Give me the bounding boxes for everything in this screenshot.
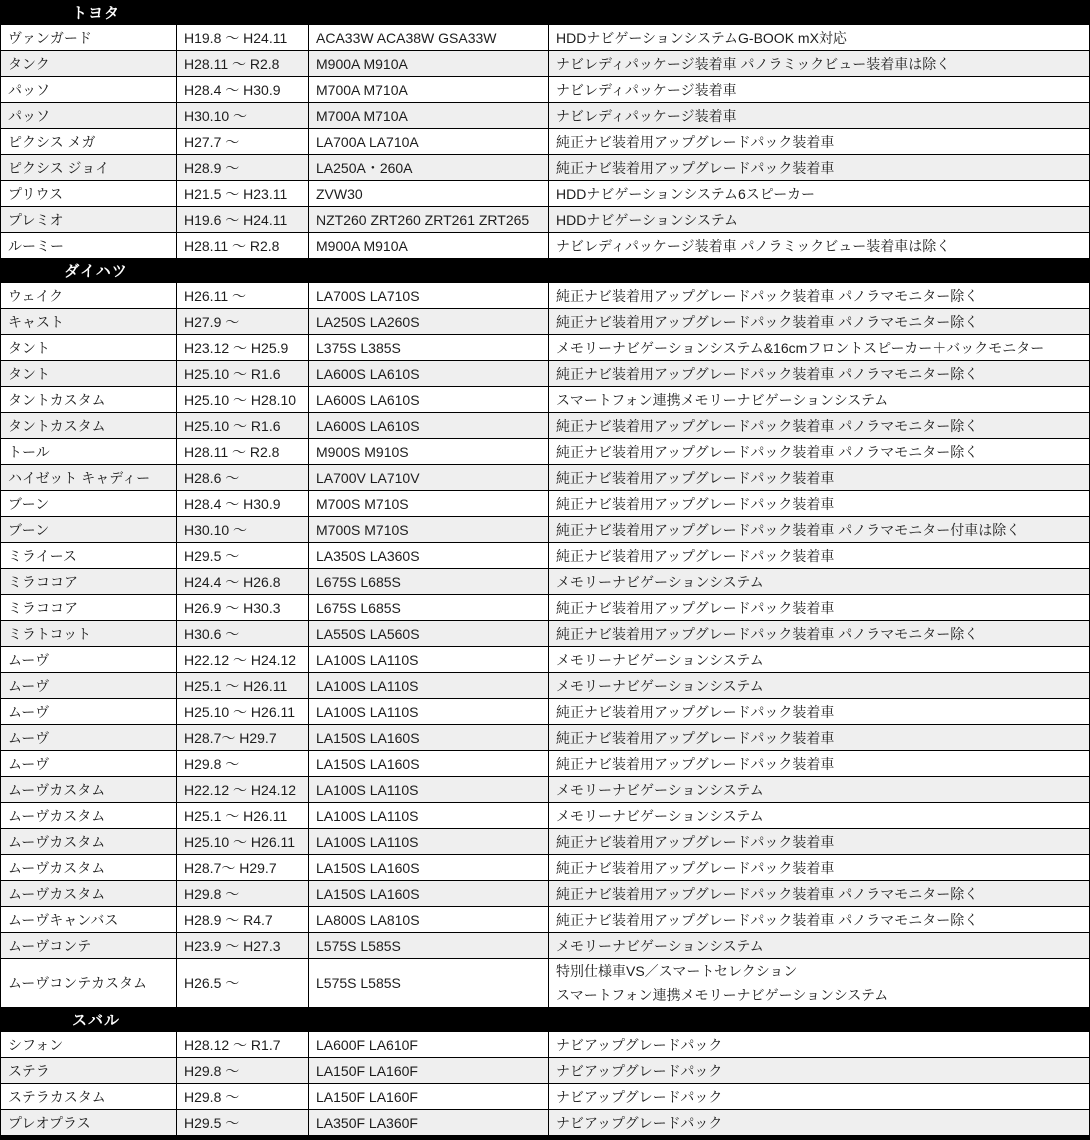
vehicle-row [1,283,1090,309]
period-cell: H28.11 ～ R2.8 [177,51,309,77]
model-cell: タントカスタム [1,387,177,413]
system-cell: メモリーナビゲーションシステム&16cmフロントスピーカー＋バックモニター [549,335,1090,361]
system-cell: HDDナビゲーションシステム6スピーカー [549,181,1090,207]
codes-cell: LA150F LA160F [309,1058,549,1084]
vehicle-row [1,77,1090,103]
model-cell: ムーヴ [1,751,177,777]
system-cell: 純正ナビ装着用アップグレードパック装着車 パノラマモニター除く [549,413,1090,439]
system-cell: 純正ナビ装着用アップグレードパック装着車 パノラマモニター付車は除く [549,517,1090,543]
system-cell: 純正ナビ装着用アップグレードパック装着車 パノラマモニター除く [549,907,1090,933]
codes-cell: LA700A LA710A [309,129,549,155]
system-cell: ナビアップグレードパック [549,1110,1090,1138]
system-cell: 純正ナビ装着用アップグレードパック装着車 [549,855,1090,881]
vehicle-row [1,569,1090,595]
system-cell: 純正ナビ装着用アップグレードパック装着車 パノラマモニター除く [549,881,1090,907]
period-cell: H25.10 ～ H26.11 [177,699,309,725]
period-cell: H29.8 ～ [177,881,309,907]
codes-cell: LA100S LA110S [309,829,549,855]
model-cell: ムーヴ [1,699,177,725]
codes-cell: NZT260 ZRT260 ZRT261 ZRT265 [309,207,549,233]
system-cell [549,959,1090,1008]
model-cell: ウェイク [1,283,177,309]
period-cell: H28.7～ H29.7 [177,725,309,751]
vehicle-row [1,155,1090,181]
model-cell: ハイゼット キャディー [1,465,177,491]
period-cell: H30.10 ～ [177,103,309,129]
system-cell: 純正ナビ装着用アップグレードパック装着車 [549,751,1090,777]
vehicle-row [1,207,1090,233]
codes-cell: M700S M710S [309,517,549,543]
model-cell: ヴァンガード [1,25,177,51]
vehicle-row [1,491,1090,517]
system-cell: 純正ナビ装着用アップグレードパック装着車 [549,595,1090,621]
vehicle-row [1,1110,1090,1138]
table-body [1,1,1090,1138]
codes-cell: M700A M710A [309,103,549,129]
model-cell: ステラ [1,1058,177,1084]
model-cell: ミラココア [1,595,177,621]
model-cell: パッソ [1,77,177,103]
model-cell: ムーヴコンテ [1,933,177,959]
vehicle-row [1,647,1090,673]
maker-header-cell [1,259,1090,283]
model-cell: プレオプラス [1,1110,177,1138]
vehicle-row [1,543,1090,569]
period-cell: H25.10 ～ H28.10 [177,387,309,413]
system-line: 特別仕様車VS／スマートセレクション [556,963,798,979]
codes-cell: LA150S LA160S [309,881,549,907]
codes-cell: LA100S LA110S [309,673,549,699]
codes-cell: LA600F LA610F [309,1032,549,1058]
codes-cell: LA700S LA710S [309,283,549,309]
period-cell: H28.11 ～ R2.8 [177,233,309,259]
system-cell: 純正ナビ装着用アップグレードパック装着車 パノラマモニター除く [549,361,1090,387]
vehicle-row [1,829,1090,855]
period-cell: H30.10 ～ [177,517,309,543]
codes-cell: LA150S LA160S [309,751,549,777]
period-cell: H26.11 ～ [177,283,309,309]
period-cell: H30.6 ～ [177,621,309,647]
codes-cell: LA250S LA260S [309,309,549,335]
model-cell: プリウス [1,181,177,207]
maker-header-row [1,1008,1090,1032]
codes-cell: LA150S LA160S [309,855,549,881]
vehicle-row [1,751,1090,777]
period-cell: H22.12 ～ H24.12 [177,647,309,673]
codes-cell: M900A M910A [309,233,549,259]
maker-name: スバル [71,1012,120,1029]
period-cell: H19.6 ～ H24.11 [177,207,309,233]
codes-cell: L675S L685S [309,569,549,595]
codes-cell: L575S L585S [309,959,549,1008]
system-cell: 純正ナビ装着用アップグレードパック装着車 パノラマモニター除く [549,439,1090,465]
period-cell: H28.11 ～ R2.8 [177,439,309,465]
codes-cell: ACA33W ACA38W GSA33W [309,25,549,51]
codes-cell: LA150S LA160S [309,725,549,751]
codes-cell: LA100S LA110S [309,777,549,803]
system-cell: 純正ナビ装着用アップグレードパック装着車 パノラマモニター除く [549,621,1090,647]
period-cell: H19.8 ～ H24.11 [177,25,309,51]
system-cell: 純正ナビ装着用アップグレードパック装着車 [549,829,1090,855]
period-cell: H25.1 ～ H26.11 [177,673,309,699]
system-cell: 純正ナビ装着用アップグレードパック装着車 パノラマモニター除く [549,309,1090,335]
period-cell: H26.9 ～ H30.3 [177,595,309,621]
system-cell: メモリーナビゲーションシステム [549,647,1090,673]
vehicle-row [1,595,1090,621]
vehicle-row [1,103,1090,129]
codes-cell: M700S M710S [309,491,549,517]
codes-cell: M700A M710A [309,77,549,103]
period-cell: H28.9 ～ R4.7 [177,907,309,933]
system-cell: メモリーナビゲーションシステム [549,673,1090,699]
system-cell: メモリーナビゲーションシステム [549,569,1090,595]
vehicle-row [1,465,1090,491]
system-cell: スマートフォン連携メモリーナビゲーションシステム [549,387,1090,413]
vehicle-row [1,1058,1090,1084]
maker-header-row [1,1,1090,25]
model-cell: ムーヴカスタム [1,829,177,855]
vehicle-row [1,907,1090,933]
vehicle-row [1,25,1090,51]
model-cell: ピクシス メガ [1,129,177,155]
model-cell: ミラトコット [1,621,177,647]
codes-cell: LA100S LA110S [309,803,549,829]
system-cell: 純正ナビ装着用アップグレードパック装着車 [549,465,1090,491]
maker-header-cell [1,1,1090,25]
vehicle-row [1,881,1090,907]
model-cell: ブーン [1,491,177,517]
vehicle-row [1,51,1090,77]
codes-cell: LA100S LA110S [309,647,549,673]
model-cell: ムーヴカスタム [1,777,177,803]
model-cell: ムーヴカスタム [1,803,177,829]
system-cell: メモリーナビゲーションシステム [549,933,1090,959]
maker-name: トヨタ [71,5,120,22]
period-cell: H27.7 ～ [177,129,309,155]
period-cell: H25.10 ～ R1.6 [177,413,309,439]
vehicle-row [1,699,1090,725]
codes-cell: L575S L585S [309,933,549,959]
system-cell: ナビレディパッケージ装着車 パノラミックビュー装着車は除く [549,51,1090,77]
vehicle-row [1,933,1090,959]
period-cell: H28.7～ H29.7 [177,855,309,881]
system-cell: HDDナビゲーションシステム [549,207,1090,233]
period-cell: H26.5 ～ [177,959,309,1008]
maker-header-row [1,259,1090,283]
vehicle-row [1,335,1090,361]
model-cell: ステラカスタム [1,1084,177,1110]
model-cell: シフォン [1,1032,177,1058]
codes-cell: LA350S LA360S [309,543,549,569]
codes-cell: LA800S LA810S [309,907,549,933]
model-cell: ムーヴカスタム [1,855,177,881]
codes-cell: LA600S LA610S [309,387,549,413]
codes-cell: LA150F LA160F [309,1084,549,1110]
period-cell: H28.12 ～ R1.7 [177,1032,309,1058]
period-cell: H25.1 ～ H26.11 [177,803,309,829]
model-cell: ムーヴ [1,673,177,699]
system-cell: メモリーナビゲーションシステム [549,777,1090,803]
maker-name: ダイハツ [64,263,128,280]
codes-cell: LA600S LA610S [309,413,549,439]
system-cell: メモリーナビゲーションシステム [549,803,1090,829]
model-cell: ピクシス ジョイ [1,155,177,181]
model-cell: ムーヴ [1,647,177,673]
codes-cell: LA550S LA560S [309,621,549,647]
system-cell: ナビレディパッケージ装着車 パノラミックビュー装着車は除く [549,233,1090,259]
model-cell: タント [1,361,177,387]
vehicle-row [1,413,1090,439]
system-cell: ナビアップグレードパック [549,1058,1090,1084]
vehicle-row [1,725,1090,751]
period-cell: H29.5 ～ [177,1110,309,1138]
model-cell: タント [1,335,177,361]
model-cell: ムーヴ [1,725,177,751]
codes-cell: ZVW30 [309,181,549,207]
system-cell: 純正ナビ装着用アップグレードパック装着車 パノラマモニター除く [549,283,1090,309]
system-cell: 純正ナビ装着用アップグレードパック装着車 [549,699,1090,725]
system-cell: 純正ナビ装着用アップグレードパック装着車 [549,491,1090,517]
vehicle-row [1,1032,1090,1058]
vehicle-row [1,517,1090,543]
codes-cell: LA700V LA710V [309,465,549,491]
system-cell: ナビレディパッケージ装着車 [549,77,1090,103]
vehicle-row [1,439,1090,465]
period-cell: H23.12 ～ H25.9 [177,335,309,361]
model-cell: ムーヴコンテカスタム [1,959,177,1008]
period-cell: H29.8 ～ [177,1058,309,1084]
period-cell: H24.4 ～ H26.8 [177,569,309,595]
codes-cell: LA350F LA360F [309,1110,549,1138]
model-cell: パッソ [1,103,177,129]
vehicle-row [1,855,1090,881]
period-cell: H29.8 ～ [177,1084,309,1110]
period-cell: H28.4 ～ H30.9 [177,77,309,103]
vehicle-row [1,803,1090,829]
model-cell: タンク [1,51,177,77]
system-cell: ナビアップグレードパック [549,1032,1090,1058]
model-cell: ミラココア [1,569,177,595]
system-cell: HDDナビゲーションシステムG-BOOK mX対応 [549,25,1090,51]
system-cell: ナビレディパッケージ装着車 [549,103,1090,129]
period-cell: H22.12 ～ H24.12 [177,777,309,803]
codes-cell: LA100S LA110S [309,699,549,725]
vehicle-row [1,181,1090,207]
vehicle-row [1,959,1090,1008]
vehicle-row [1,233,1090,259]
period-cell: H25.10 ～ R1.6 [177,361,309,387]
period-cell: H27.9 ～ [177,309,309,335]
system-cell: 純正ナビ装着用アップグレードパック装着車 [549,129,1090,155]
model-cell: キャスト [1,309,177,335]
codes-cell: LA600S LA610S [309,361,549,387]
vehicle-row [1,621,1090,647]
period-cell: H21.5 ～ H23.11 [177,181,309,207]
codes-cell: L375S L385S [309,335,549,361]
vehicle-row [1,777,1090,803]
system-cell: 純正ナビ装着用アップグレードパック装着車 [549,725,1090,751]
model-cell: ムーヴカスタム [1,881,177,907]
system-cell: 純正ナビ装着用アップグレードパック装着車 [549,543,1090,569]
codes-cell: M900S M910S [309,439,549,465]
model-cell: タントカスタム [1,413,177,439]
codes-cell: L675S L685S [309,595,549,621]
model-cell: ムーヴキャンバス [1,907,177,933]
period-cell: H29.5 ～ [177,543,309,569]
period-cell: H28.4 ～ H30.9 [177,491,309,517]
system-cell: ナビアップグレードパック [549,1084,1090,1110]
vehicle-row [1,1084,1090,1110]
codes-cell: LA250A・260A [309,155,549,181]
vehicle-row [1,673,1090,699]
system-cell: 純正ナビ装着用アップグレードパック装着車 [549,155,1090,181]
maker-header-cell [1,1008,1090,1032]
model-cell: ブーン [1,517,177,543]
period-cell: H28.9 ～ [177,155,309,181]
system-line: スマートフォン連携メモリーナビゲーションシステム [556,987,889,1003]
model-cell: ミライース [1,543,177,569]
period-cell: H29.8 ～ [177,751,309,777]
codes-cell: M900A M910A [309,51,549,77]
period-cell: H23.9 ～ H27.3 [177,933,309,959]
model-cell: ルーミー [1,233,177,259]
period-cell: H25.10 ～ H26.11 [177,829,309,855]
vehicle-row [1,309,1090,335]
vehicle-row [1,387,1090,413]
model-cell: トール [1,439,177,465]
vehicle-row [1,361,1090,387]
period-cell: H28.6 ～ [177,465,309,491]
vehicle-row [1,129,1090,155]
model-cell: プレミオ [1,207,177,233]
